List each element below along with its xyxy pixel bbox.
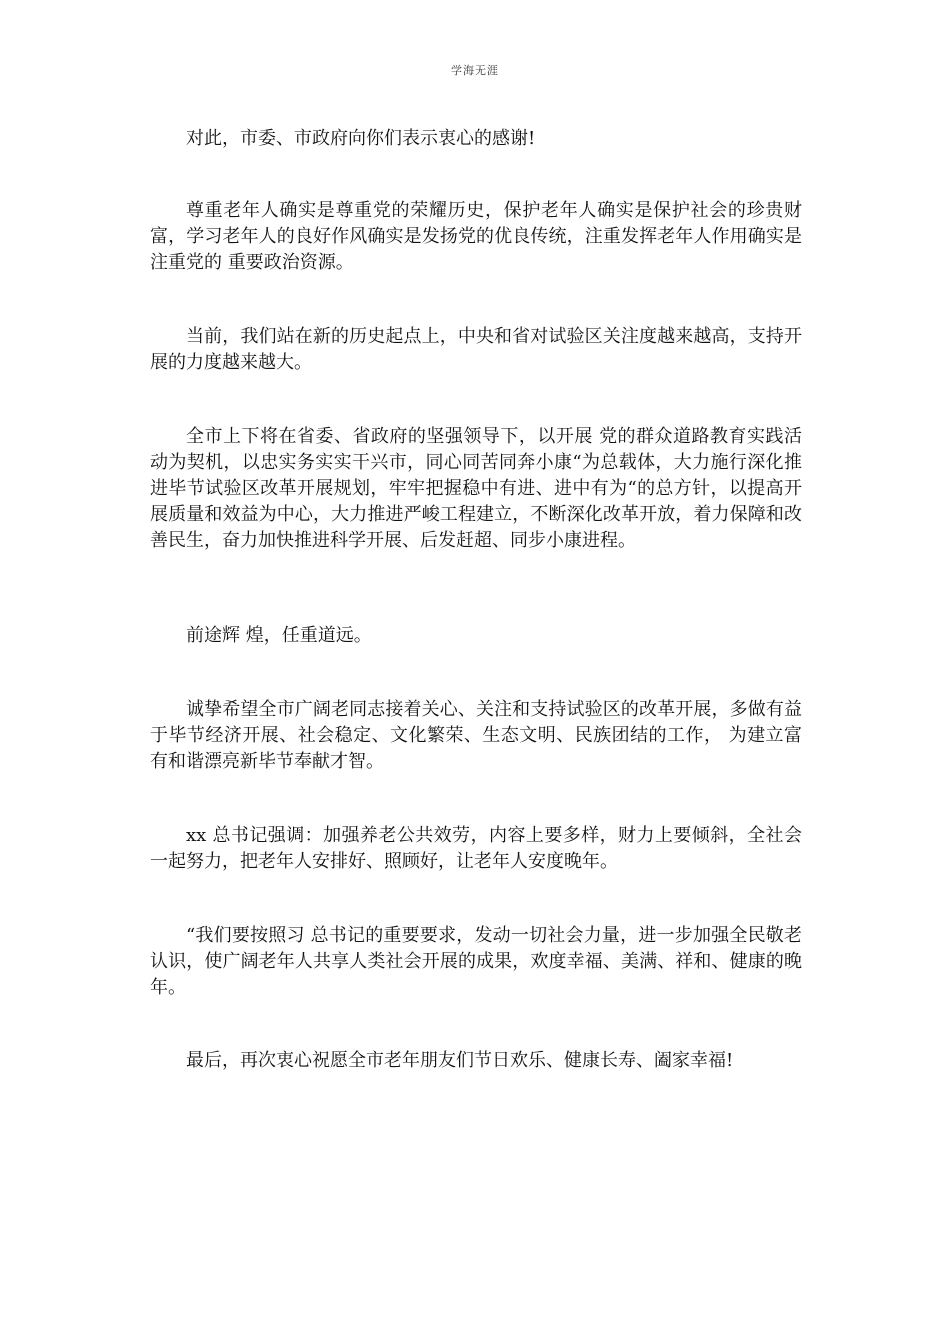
paragraph-secretary-quote: xx 总书记强调：加强养老公共效劳，内容上要多样，财力上要倾斜，全社会一起努力，把老年人安排好、照顾好，让老年人安度晚年。 — [150, 825, 802, 872]
paragraph-closing-wishes: 最后，再次衷心祝愿全市老年朋友们节日欢乐、健康长寿、阖家幸福! — [186, 1050, 734, 1071]
paragraph-hope: 诚挚希望全市广阔老同志接着关心、关注和支持试验区的改革开展，多做有益于毕节经济开展、社会稳定、文化繁荣、生态文明、民族团结的工作， 为建立富有和谐漂亮新毕节奉献才智。 — [150, 699, 802, 772]
paragraph-requirements: “我们要按照习 总书记的重要要求，发动一切社会力量，进一步加强全民敬老认识，使广阔老年人共享人类社会开展的成果，欢度幸福、美满、祥和、健康的晚年。 — [150, 925, 802, 998]
paragraph-respect-elders: 尊重老年人确实是尊重党的荣耀历史，保护老年人确实是保护社会的珍贵财富，学习老年人的良好作风确实是发扬党的优良传统，注重发挥老年人作用确实是注重党的 重要政治资源。 — [150, 200, 802, 273]
paragraph-current-situation: 当前，我们站在新的历史起点上，中央和省对试验区关注度越来越高，支持开展的力度越来越大。 — [150, 326, 802, 373]
paragraph-thanks: 对此，市委、市政府向你们表示衷心的感谢! — [186, 128, 536, 149]
page-header: 学海无涯 — [451, 64, 499, 77]
paragraph-city-plan: 全市上下将在省委、省政府的坚强领导下，以开展 党的群众道路教育实践活动为契机，以忠实务实实干兴市，同心同苦同奔小康“为总载体，大力施行深化推进毕节试验区改革开展规划，牢牢把握稳中有进、进中有为“的总方针，以提高开展质量和效益为中心，大力推进严峻工程建立，不断深化改革开放，着力保障和改善民生，奋力加快推进科学开展、后发赶超、同步小康进程。 — [150, 426, 802, 551]
paragraph-future: 前途辉 煌，任重道远。 — [186, 625, 372, 646]
